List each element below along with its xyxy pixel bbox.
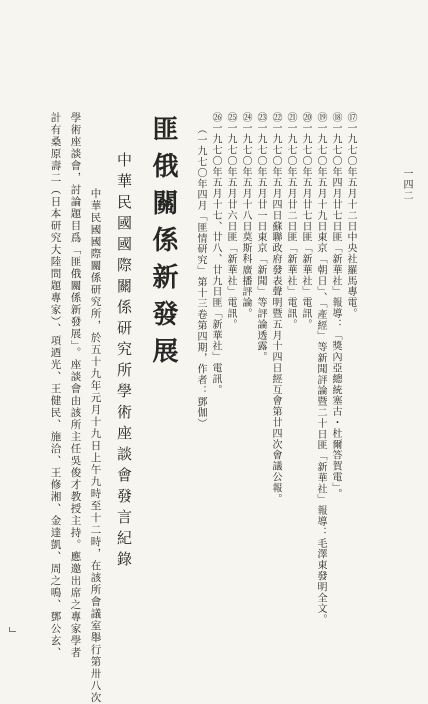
reference-item: ⑰一九七〇年五月十二日中央社羅馬專電。	[345, 112, 356, 320]
article-subtitle: 中華民國國際關係研究所學術座談會發言紀錄	[115, 152, 133, 572]
body-line-3: 計有桑原壽二（日本研究大陸問題專家）、項迺光、王健民、施洽、王修湘、金達凱、周之鳴、鄧公玄、	[49, 112, 62, 659]
reference-item: ⑳一九七〇年五月廿七日匪「新華社」電訊。	[300, 112, 311, 330]
body-line-1: 中華民國國際關係研究所，於五十九年元月十九日上午九時至十二時，在該所會議室舉行第卅八次	[89, 188, 102, 704]
reference-item: ㉑一九七〇年五月廿二日匪「新華社」電訊。	[285, 112, 296, 330]
page-corner-mark	[9, 627, 16, 632]
reference-item: ㉖一九七〇年五月十七、廿八、廿九日匪「新華社」電訊。	[210, 112, 221, 396]
page-number: 一四二	[401, 168, 412, 201]
source-note: （一九七〇年四月「匪情研究」第十三卷第四期，作者：鄧伽）	[195, 124, 206, 430]
body-line-2: 學術座談會，討論題目爲「匪俄關係新發展」。座談會由該所主任吳俊才教授主持。應邀出席之專家學者	[69, 112, 82, 659]
reference-item: ㉓一九七〇年五月廿一日東京「新聞」等評論透露。	[255, 112, 266, 363]
reference-item: ⑲一九七〇年五月十九日東京「朝日」、「產經」等新聞評論暨二十日匪「新華社」報導：毛澤東發明全文。	[315, 112, 326, 626]
reference-item: ㉕一九七〇年五月廿六日匪「新華社」電訊。	[225, 112, 236, 330]
reference-item: ㉒一九七〇年五月四日蘇聯政府發表聲明暨五月十四日經互會第廿四次會議公報。	[270, 112, 281, 505]
reference-item: ㉔一九七〇年五月十八日莫斯科廣播評論。	[240, 112, 251, 320]
reference-item: ⑱一九七〇年四月廿七日匪「新華社」報導：「獎內亞總統塞古・杜爾答賀電」。	[330, 112, 341, 500]
article-title: 匪俄關係新發展	[148, 115, 178, 374]
